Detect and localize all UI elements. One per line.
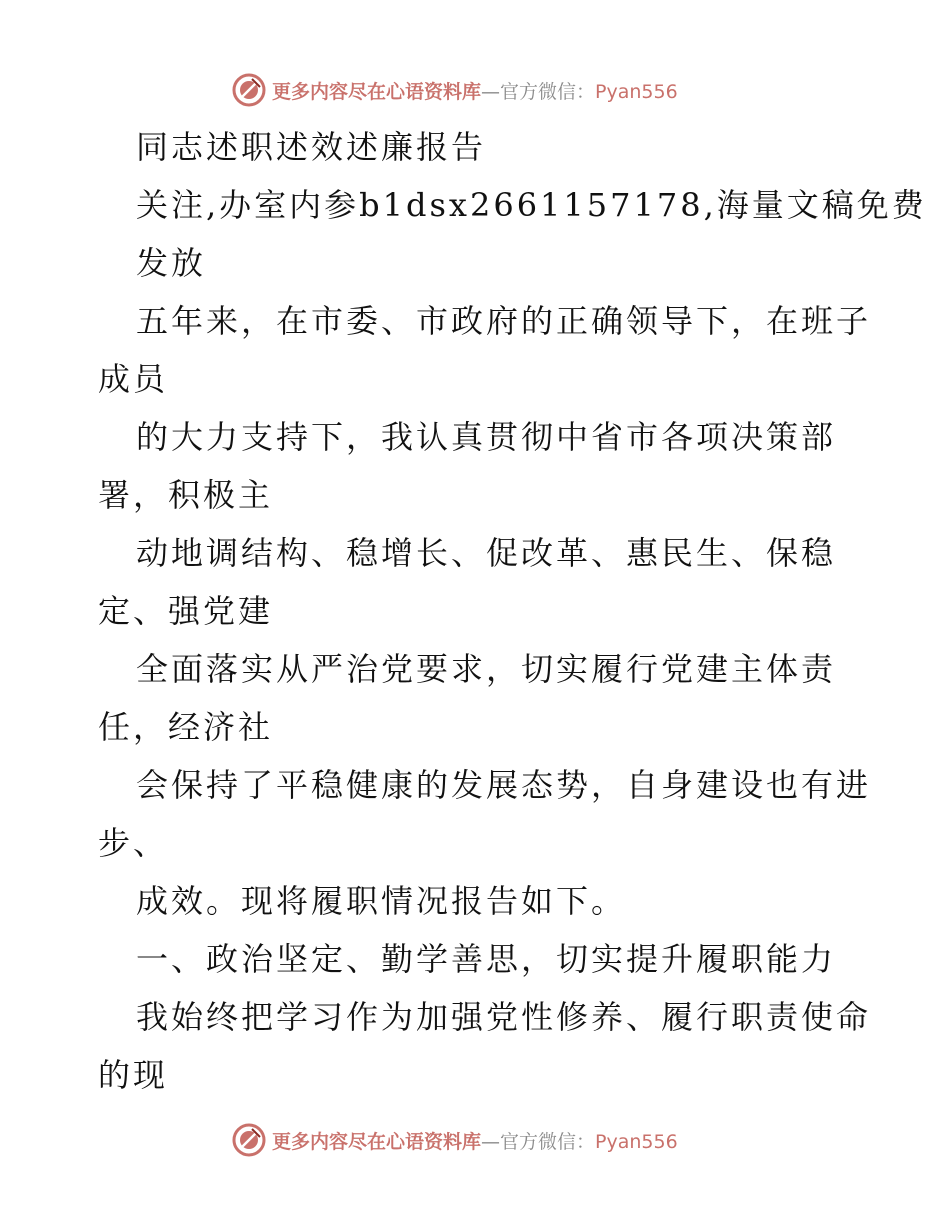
footer-banner-text [272,1127,678,1154]
footer-account: Pyan556 [595,1130,678,1153]
doc-line: 动地调结构、稳增长、促改革、惠民生、保稳 [136,534,837,572]
doc-line: 的大力支持下，我认真贯彻中省市各项决策部 [136,418,837,456]
doc-line: 会保持了平稳健康的发展态势，自身建设也有进 [136,766,872,804]
footer-banner [232,1120,732,1160]
brand-logo-icon [232,73,266,107]
footer-brand: 更多内容尽在心语资料库 [272,1130,482,1153]
brand-logo-icon [232,1123,266,1157]
header-banner [232,70,732,110]
header-wechat-label: 官方微信： [500,80,596,103]
header-brand: 更多内容尽在心语资料库 [272,80,482,103]
doc-line: 的现 [98,1056,169,1094]
footer-wechat-label: 官方微信： [500,1130,596,1153]
doc-line: 五年来，在市委、市政府的正确领导下，在班子 [136,302,872,340]
header-account: Pyan556 [595,80,678,103]
doc-line: 全面落实从严治党要求，切实履行党建主体责 [136,650,837,688]
footer-dash: — [481,1130,501,1153]
doc-line: 成效。现将履职情况报告如下。 [136,882,627,920]
doc-line: 发放 [136,244,207,282]
section-heading: 一、政治坚定、勤学善思，切实提升履职能力 [136,940,837,978]
doc-line: 定、强党建 [98,592,274,630]
doc-line: 步、 [98,824,169,862]
header-banner-text [272,77,678,104]
header-dash: — [481,80,501,103]
doc-line: 我始终把学习作为加强党性修养、履行职责使命 [136,998,872,1036]
doc-line: 任，经济社 [98,708,274,746]
doc-line: 成员 [98,360,169,398]
doc-line: 署，积极主 [98,476,274,514]
doc-line: 关注,办室内参b1dsx2661157178,海量文稿免费 [136,186,927,224]
doc-title: 同志述职述效述廉报告 [136,128,487,166]
